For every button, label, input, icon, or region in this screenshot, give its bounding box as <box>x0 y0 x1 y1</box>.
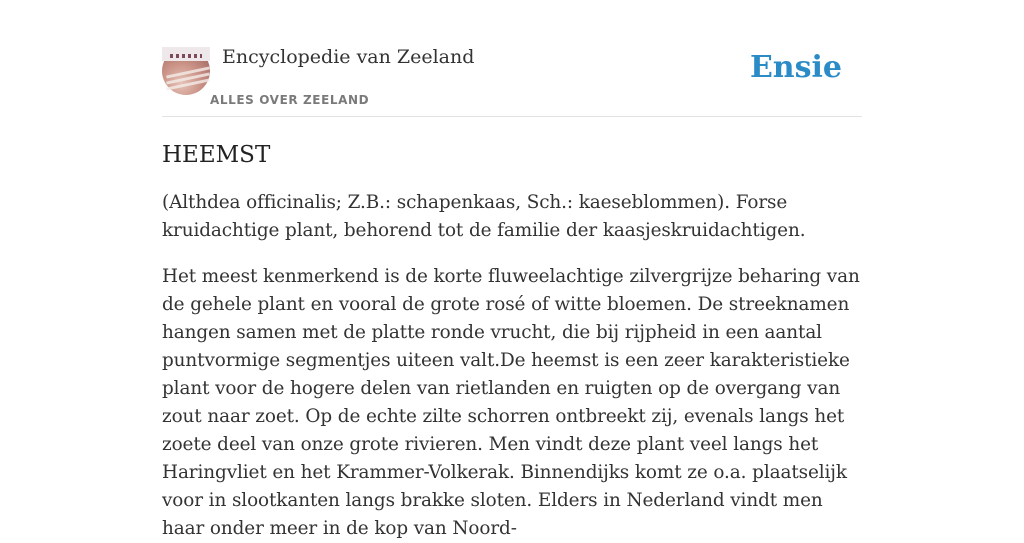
avatar-pattern <box>170 54 202 58</box>
ensie-logo-link[interactable]: Ensie <box>749 50 842 85</box>
encyclopedia-avatar[interactable] <box>162 47 210 95</box>
entry-paragraph: (Althdea officinalis; Z.B.: schapenkaas, Sch.: kaeseblommen). Forse kruidachtige plant, behorend tot de familie der kaasjeskruidachtigen. <box>162 192 806 241</box>
entry-title: HEEMST <box>162 142 271 168</box>
entry-content <box>162 138 862 543</box>
site-header <box>162 0 862 117</box>
entry-paragraph: Het meest kenmerkend is de korte fluweelachtige zilvergrijze beharing van de gehele plant en vooral de grote rosé of witte bloemen. De streeknamen hangen samen met de platte ronde vrucht, die bij rijpheid in een aantal puntvormige segmentjes uiteen valt.De heemst is een zeer karakteristieke plant voor de hogere delen van rietlanden en ruigten op de overgang van zout naar zoet. Op de echte zilte schorren ontbreekt zij, evenals langs het zoete deel van onze grote rivieren. Men vindt deze plant veel langs het Haringvliet en het Krammer-Volkerak. Binnendijks komt ze o.a. plaatselijk voor in slootkanten langs brakke sloten. Elders in Nederland vindt men haar onder meer in de kop van Noord- <box>162 266 860 539</box>
site-title[interactable]: Encyclopedie van Zeeland <box>222 46 475 68</box>
site-subtitle: ALLES OVER ZEELAND <box>210 93 370 107</box>
